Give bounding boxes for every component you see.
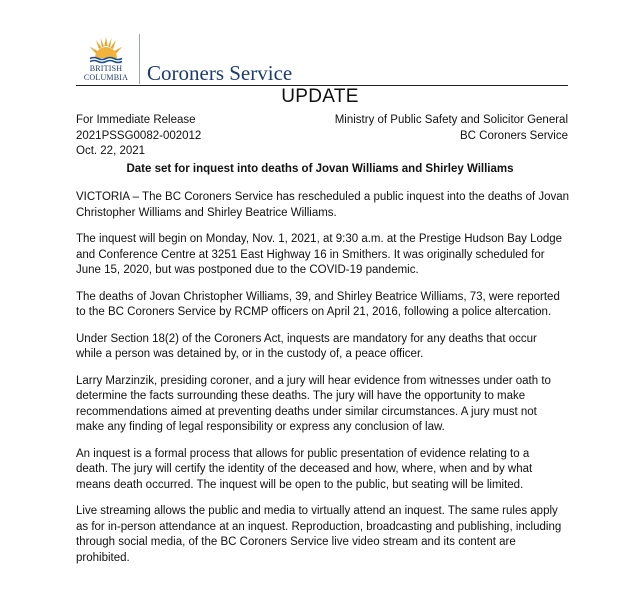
release-body [76, 190, 572, 577]
agency-name: BC Coroners Service [459, 129, 568, 142]
text-line: An inquest is a formal process that allows for public presentation of evidence relating to a [76, 447, 530, 460]
text-line: The deaths of Jovan Christopher Williams, 39, and Shirley Beatrice Williams, 73, were reported [76, 290, 560, 303]
paragraph [76, 374, 572, 436]
text-line: and Conference Centre at 3251 East Highway 16 in Smithers. It was originally scheduled for [76, 248, 545, 261]
paragraph [76, 232, 572, 279]
text-line: Live streaming allows the public and media to virtually attend an inquest. The same rules apply [76, 505, 558, 517]
service-name: Coroners Service [147, 61, 293, 85]
paragraph [76, 447, 572, 494]
logo-wordmark [76, 64, 136, 82]
bc-logo [76, 34, 136, 84]
release-type: For Immediate Release [76, 114, 196, 126]
paragraph [76, 290, 572, 321]
paragraph [76, 504, 572, 566]
text-line: Under Section 18(2) of the Coroners Act, inquests are mandatory for any deaths that occur [76, 332, 537, 345]
ministry-name: Ministry of Public Safety and Solicitor General [334, 114, 568, 126]
text-line: June 15, 2020, but was postponed due to the COVID-19 pandemic. [76, 264, 419, 276]
text-line: Larry Marzinzik, presiding coroner, and a jury will hear evidence from witnesses under oath to [76, 374, 551, 387]
logo-divider [139, 34, 140, 84]
text-line: VICTORIA – The BC Coroners Service has rescheduled a public inquest into the deaths of Jovan [76, 191, 570, 203]
paragraph [76, 190, 572, 221]
logo-line-2: COLUMBIA [83, 73, 129, 82]
paragraph [76, 332, 572, 363]
text-line: recommendations aimed at preventing deaths under similar circumstances. A jury must not [76, 405, 537, 418]
text-line: as for in-person attendance at an inquest. Reproduction, broadcasting and publishing, including [76, 520, 562, 533]
text-line: to the BC Coroners Service by RCMP officers on April 21, 2016, following a police altercation. [76, 306, 552, 318]
text-line: through social media, of the BC Coroners Service live video stream and its content are [76, 536, 516, 548]
text-line: make any finding of legal responsibility or express any conclusion of law. [76, 421, 445, 433]
text-line: while a person was detained by, or in the custody of, a peace officer. [76, 348, 424, 360]
release-info [76, 113, 201, 160]
bc-sun-logo-icon [86, 34, 126, 64]
headline: Date set for inquest into deaths of Jovan Williams and Shirley Williams [126, 163, 514, 175]
text-line: prohibited. [76, 551, 130, 564]
text-line: determine the facts surrounding these deaths. The jury will have the opportunity to make [76, 390, 526, 402]
text-line: means death occurred. The inquest will be open to the public, but seating will be limited. [76, 478, 524, 491]
logo-line-1: BRITISH [89, 64, 123, 73]
release-date: Oct. 22, 2021 [76, 145, 146, 157]
text-line: The inquest will begin on Monday, Nov. 1, 2021, at 9:30 a.m. at the Prestige Hudson Bay Lodge [76, 233, 563, 245]
ministry-info [335, 113, 568, 144]
text-line: death. The jury will certify the identity of the deceased and how, where, when and by what [76, 463, 533, 475]
page-title: UPDATE [281, 86, 359, 107]
release-number: 2021PSSG0082-002012 [76, 129, 202, 142]
text-line: Christopher Williams and Shirley Beatrice Williams. [76, 206, 337, 219]
